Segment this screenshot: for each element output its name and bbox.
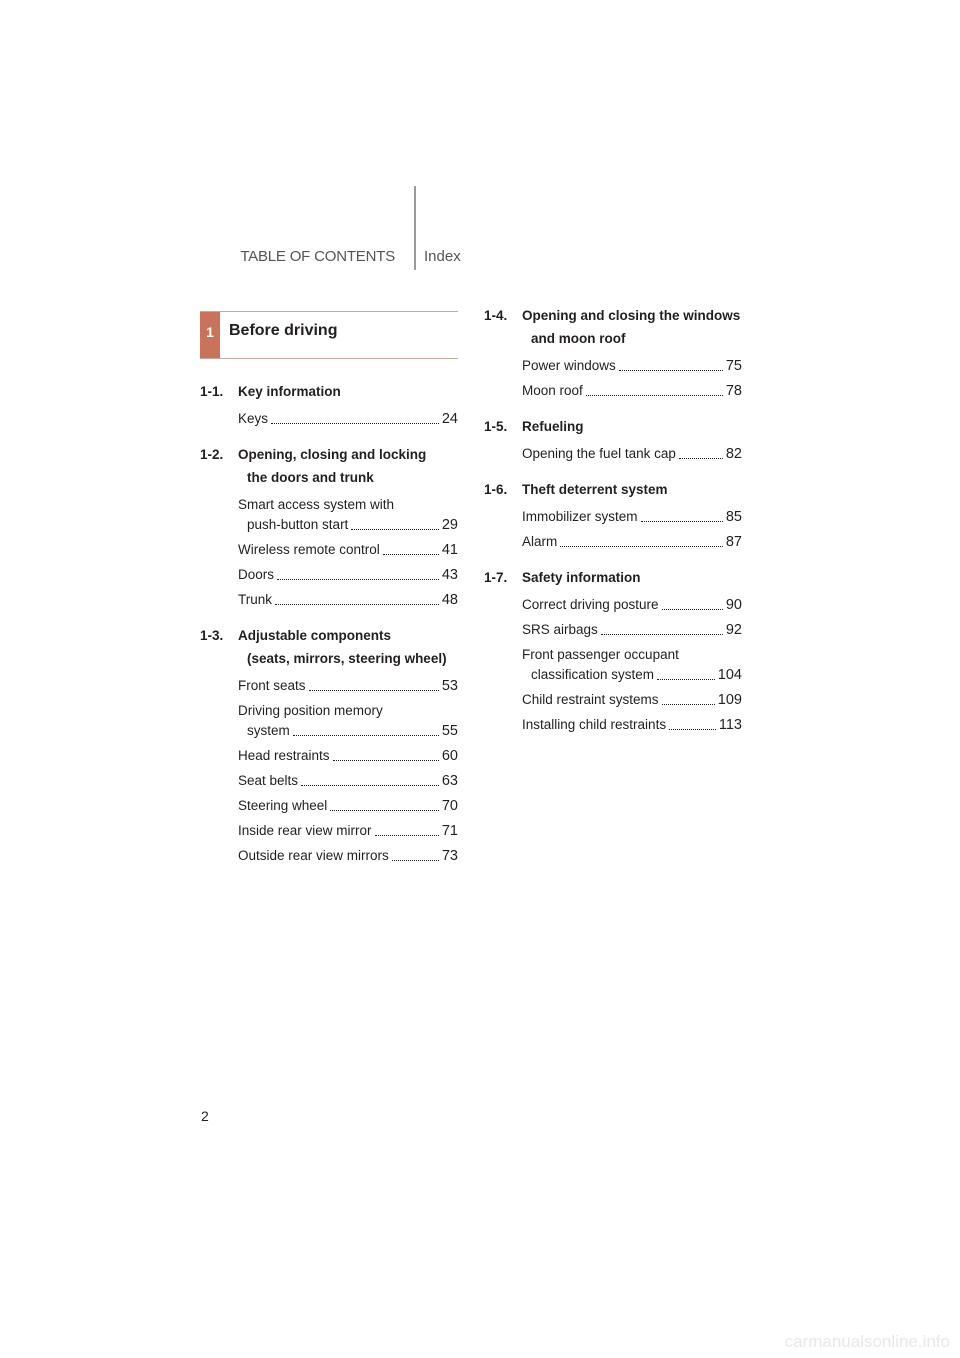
entry-label: Seat belts bbox=[238, 773, 299, 788]
top-navigation bbox=[0, 186, 960, 272]
entry-label: Power windows bbox=[522, 358, 616, 373]
entry-page-number: 75 bbox=[725, 358, 742, 374]
chapter-header bbox=[200, 311, 458, 359]
toc-entry[interactable] bbox=[238, 821, 458, 841]
entry-page-number: 104 bbox=[717, 667, 742, 683]
section-title: Theft deterrent system bbox=[522, 482, 668, 497]
chapter-number-tab: 1 bbox=[200, 312, 220, 358]
entry-page-number: 113 bbox=[718, 717, 742, 733]
section-title-line2: and moon roof bbox=[531, 331, 626, 346]
leader-dots bbox=[560, 546, 723, 547]
leader-dots bbox=[330, 810, 439, 811]
section-title-line1: Opening and closing the windows bbox=[522, 308, 741, 323]
leader-dots bbox=[271, 423, 439, 424]
entry-page-number: 85 bbox=[725, 509, 742, 525]
section-number: 1-1. bbox=[200, 384, 224, 399]
entry-label: Installing child restraints bbox=[522, 717, 667, 732]
toc-entry[interactable] bbox=[522, 620, 742, 640]
toc-section bbox=[200, 443, 458, 610]
entry-page-number: 109 bbox=[717, 692, 742, 708]
toc-column-right bbox=[484, 304, 742, 747]
leader-dots bbox=[383, 554, 439, 555]
toc-entry[interactable] bbox=[522, 715, 742, 735]
entry-page-number: 48 bbox=[441, 592, 458, 608]
toc-entry[interactable] bbox=[238, 565, 458, 585]
entry-label-line2: push-button start bbox=[247, 517, 349, 532]
toc-entry[interactable] bbox=[238, 540, 458, 560]
entry-label: Inside rear view mirror bbox=[238, 823, 372, 838]
toc-section bbox=[200, 624, 458, 866]
toc-entry[interactable] bbox=[522, 532, 742, 552]
toc-entry[interactable] bbox=[238, 701, 458, 741]
toc-entry[interactable] bbox=[238, 495, 458, 535]
section-title: Refueling bbox=[522, 419, 584, 434]
entry-page-number: 87 bbox=[725, 534, 742, 550]
entry-label: Immobilizer system bbox=[522, 509, 638, 524]
section-heading[interactable] bbox=[484, 478, 742, 501]
entry-page-number: 41 bbox=[441, 542, 458, 558]
entry-label: Moon roof bbox=[522, 383, 583, 398]
leader-dots bbox=[679, 458, 723, 459]
toc-entry[interactable] bbox=[238, 771, 458, 791]
section-heading[interactable] bbox=[484, 415, 742, 438]
section-title-line1: Opening, closing and locking bbox=[238, 447, 427, 462]
entry-label: Front seats bbox=[238, 678, 306, 693]
leader-dots bbox=[301, 785, 439, 786]
toc-entry[interactable] bbox=[522, 444, 742, 464]
entry-label: Head restraints bbox=[238, 748, 330, 763]
toc-entry[interactable] bbox=[522, 356, 742, 376]
section-number: 1-6. bbox=[484, 482, 508, 497]
entry-label: Trunk bbox=[238, 592, 273, 607]
section-title: Safety information bbox=[522, 570, 641, 585]
leader-dots bbox=[375, 835, 439, 836]
entry-label-line1: Smart access system with bbox=[238, 497, 395, 512]
page-number: 2 bbox=[201, 1108, 209, 1124]
leader-dots bbox=[657, 679, 715, 680]
toc-entry[interactable] bbox=[522, 381, 742, 401]
entry-page-number: 43 bbox=[441, 567, 458, 583]
index-link[interactable]: Index bbox=[424, 248, 461, 265]
leader-dots bbox=[662, 609, 723, 610]
leader-dots bbox=[333, 760, 439, 761]
leader-dots bbox=[669, 729, 716, 730]
toc-section bbox=[484, 415, 742, 464]
entry-label-line1: Front passenger occupant bbox=[522, 647, 679, 662]
entry-page-number: 29 bbox=[441, 517, 458, 533]
leader-dots bbox=[277, 579, 439, 580]
toc-column-left bbox=[200, 380, 458, 878]
entry-label: Child restraint systems bbox=[522, 692, 659, 707]
leader-dots bbox=[351, 529, 439, 530]
leader-dots bbox=[586, 395, 723, 396]
toc-section bbox=[484, 304, 742, 401]
section-number: 1-4. bbox=[484, 308, 508, 323]
entry-page-number: 71 bbox=[441, 823, 458, 839]
entry-label: Doors bbox=[238, 567, 275, 582]
section-number: 1-3. bbox=[200, 628, 224, 643]
entry-label: SRS airbags bbox=[522, 622, 598, 637]
toc-entry[interactable] bbox=[238, 796, 458, 816]
entry-page-number: 55 bbox=[441, 723, 458, 739]
toc-entry[interactable] bbox=[522, 507, 742, 527]
entry-page-number: 53 bbox=[441, 678, 458, 694]
leader-dots bbox=[309, 690, 439, 691]
entry-label-line2: classification system bbox=[531, 667, 655, 682]
entry-page-number: 92 bbox=[725, 622, 742, 638]
leader-dots bbox=[641, 521, 723, 522]
entry-label: Opening the fuel tank cap bbox=[522, 446, 676, 461]
section-number: 1-7. bbox=[484, 570, 508, 585]
section-title: Key information bbox=[238, 384, 341, 399]
section-heading[interactable] bbox=[484, 566, 742, 589]
entry-label: Correct driving posture bbox=[522, 597, 659, 612]
entry-page-number: 60 bbox=[441, 748, 458, 764]
toc-entry[interactable] bbox=[238, 590, 458, 610]
toc-entry[interactable] bbox=[238, 746, 458, 766]
entry-label: Keys bbox=[238, 411, 269, 426]
entry-label: Steering wheel bbox=[238, 798, 328, 813]
leader-dots bbox=[392, 860, 439, 861]
entry-label: Outside rear view mirrors bbox=[238, 848, 389, 863]
entry-label: Wireless remote control bbox=[238, 542, 380, 557]
toc-entry[interactable] bbox=[522, 690, 742, 710]
toc-section bbox=[484, 478, 742, 552]
leader-dots bbox=[662, 704, 715, 705]
toc-entry[interactable] bbox=[522, 645, 742, 685]
entry-page-number: 63 bbox=[441, 773, 458, 789]
watermark: carmanualsonline.info bbox=[784, 1332, 950, 1351]
toc-entry[interactable] bbox=[238, 409, 458, 429]
entry-label-line2: system bbox=[247, 723, 290, 738]
nav-divider bbox=[414, 186, 416, 270]
leader-dots bbox=[275, 604, 439, 605]
entry-page-number: 70 bbox=[441, 798, 458, 814]
chapter-title: Before driving bbox=[229, 322, 338, 339]
toc-section bbox=[484, 566, 742, 735]
section-number: 1-5. bbox=[484, 419, 508, 434]
leader-dots bbox=[619, 370, 723, 371]
leader-dots bbox=[601, 634, 723, 635]
toc-entry[interactable] bbox=[522, 595, 742, 615]
entry-page-number: 90 bbox=[725, 597, 742, 613]
toc-entry[interactable] bbox=[238, 846, 458, 866]
entry-page-number: 78 bbox=[725, 383, 742, 399]
leader-dots bbox=[293, 735, 439, 736]
section-title-line2: (seats, mirrors, steering wheel) bbox=[247, 651, 447, 666]
entry-page-number: 82 bbox=[725, 446, 742, 462]
toc-entry[interactable] bbox=[238, 676, 458, 696]
section-heading[interactable] bbox=[200, 380, 458, 403]
entry-label-line1: Driving position memory bbox=[238, 703, 383, 718]
table-of-contents-link[interactable]: TABLE OF CONTENTS bbox=[240, 248, 395, 265]
section-heading[interactable] bbox=[200, 443, 458, 489]
section-title-line1: Adjustable components bbox=[238, 628, 392, 643]
section-heading[interactable] bbox=[484, 304, 742, 350]
entry-page-number: 24 bbox=[441, 411, 458, 427]
section-number: 1-2. bbox=[200, 447, 224, 462]
entry-label: Alarm bbox=[522, 534, 558, 549]
entry-page-number: 73 bbox=[441, 848, 458, 864]
section-heading[interactable] bbox=[200, 624, 458, 670]
toc-section bbox=[200, 380, 458, 429]
section-title-line2: the doors and trunk bbox=[247, 470, 374, 485]
